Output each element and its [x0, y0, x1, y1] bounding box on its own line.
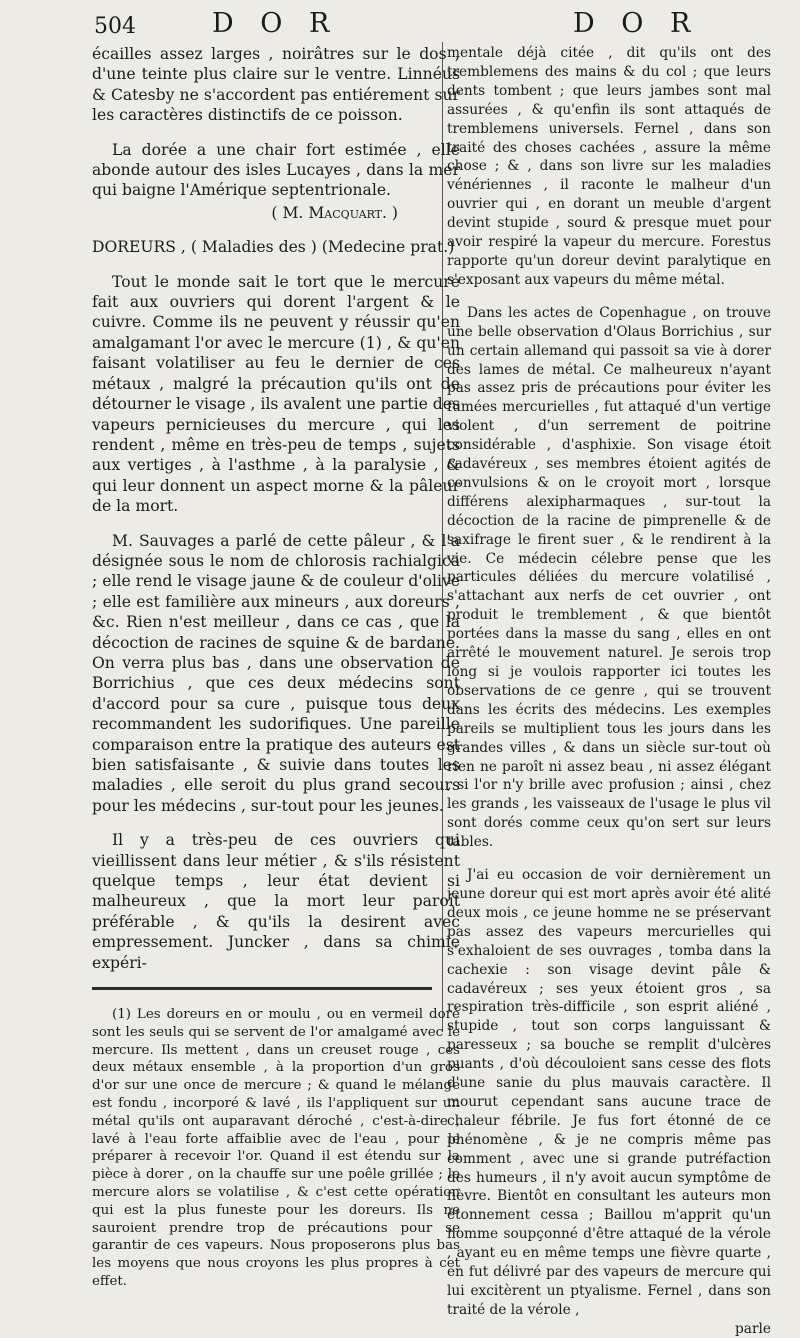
running-head-right: D O R	[573, 8, 700, 39]
left-column	[92, 44, 460, 1290]
catchword: parle	[735, 1320, 771, 1337]
right-column	[447, 44, 771, 1337]
footnote: (1) Les doreurs en or moulu , ou en vermeil doré sont les seuls qui se servent de l'or amalgamé avec le mercure. Ils mettent , dans un creuset rouge , ces deux métaux ensemble , à la proportion d'un gros d'or sur une once de mercure ; & quand le mélange est fondu , incorporé & lavé , ils l'appliquent sur un métal qu'ils ont auparavant déroché , c'est-à-dire , lavé à l'eau forte affaiblie avec de l'eau , pour le préparer à recevoir l'or. Quand il est étendu sur la pièce à dorer , on la chauffe sur une poêle grillée ; le mercure alors se volatilise , & c'est cette opération qui est la plus funeste pour les doreurs. Ils ne sauroient prendre trop de précautions pour se garantir de ces vapeurs. Nous proposerons plus bas les moyens que nous croyons les plus propres à cet effet.	[92, 1007, 460, 1290]
running-head-left: D O R	[212, 8, 339, 39]
footnote-rule	[92, 987, 432, 990]
paragraph: mentale déjà citée , dit qu'ils ont des tremblemens des mains & du col ; que leurs dents tombent ; que leurs jambes sont mal assurées , & qu'enfin ils sont attaqués de tremblemens universels. Fernel , dans son traité des choses cachées , assure la même chose ; & , dans son livre sur les maladies vénériennes , il raconte le malheur d'un ouvrier qui , en dorant un meuble d'argent devint stupide , sourd & presque muet pour avoir respiré la vapeur du mercure. Forestus rapporte qu'un doreur devint paralytique en s'exposant aux vapeurs du même métal.	[447, 45, 771, 288]
entry-heading: DOREURS , ( Maladies des ) (Medecine prat.)	[92, 238, 455, 257]
page-number: 504	[94, 14, 136, 39]
paragraph: M. Sauvages a parlé de cette pâleur , & l'a désignée sous le nom de chlorosis rachialgica ; elle rend le visage jaune & de couleur d'olive ; elle est familière aux mineurs , aux doreurs , &c. Rien n'est meilleur , dans ce cas , que la décoction de racines de squine & de bardane. On verra plus bas , dans une observation de Borrichius , que ces deux médecins sont d'accord pour sa cure , puisque tous deux recommandent les sudorifiques. Une pareille comparaison entre la pratique des auteurs est bien satisfaisante , & suivie dans toutes les maladies , elle seroit du plus grand secours pour les médecins , sur-tout pour les jeunes.	[92, 531, 460, 815]
author-signature: ( M. Macquart. )	[271, 203, 398, 222]
paragraph: Tout le monde sait le tort que le mercure fait aux ouvriers qui dorent l'argent & le cuivre. Comme ils ne peuvent y réussir qu'en amalgamant l'or avec le mercure (1) , & qu'en faisant volatiliser au feu le dernier de ces métaux , malgré la précaution qu'ils ont de détourner le visage , ils avalent une partie des vapeurs pernicieuses du mercure , qui les rendent , même en très-peu de temps , sujets aux vertiges , à l'asthme , à la paralysie , & qui leur donnent un aspect morne & la pâleur de la mort.	[92, 272, 460, 516]
paragraph: Il y a très-peu de ces ouvriers qui vieillissent dans leur métier , & s'ils résistent quelque temps , leur état devient si malheureux , que la mort leur paroît préférable , & qu'ils la desirent avec empressement. Juncker , dans sa chimie expéri-	[92, 831, 460, 972]
paragraph: J'ai eu occasion de voir dernièrement un jeune doreur qui est mort après avoir été alité deux mois , ce jeune homme ne se préservant pas assez des vapeurs mercurielles qui s'exhaloient de ses ouvrages , tomba dans la cachexie : son visage devint pâle & cadavéreux ; ses yeux étoient gros , sa respiration très-difficile , son esprit aliéné , stupide , tout son corps languissant & paresseux ; sa bouche se remplit d'ulcères puants , d'où découloient sans cesse des flots d'une sanie du plus mauvais caractère. Il mourut cependant sans aucune trace de chaleur fébrile. Je fus fort étonné de ce phénomène , & je ne compris même pas comment , avec une si grande putréfaction des humeurs , il n'y avoit aucun symptôme de fièvre. Bientôt en consultant les auteurs mon étonnement cessa ; Baillou m'apprit qu'un homme soupçonné d'être attaqué de la vérole , ayant eu en même temps une fièvre quarte , en fut délivré par des vapeurs de mercure qui lui excitèrent un ptyalisme. Fernel , dans son traité de la vérole ,	[447, 867, 771, 1318]
paragraph: La dorée a une chair fort estimée , elle abonde autour des isles Lucayes , dans la mer qui baigne l'Amérique septentrionale.	[92, 140, 460, 200]
paragraph: Dans les actes de Copenhague , on trouve une belle observation d'Olaus Borrichius , sur un certain allemand qui passoit sa vie à dorer des lames de métal. Ce malheureux n'ayant pas assez pris de précautions pour éviter les fumées mercurielles , fut attaqué d'un vertige violent , d'un serrement de poitrine considérable , d'asphixie. Son visage étoit cadavéreux , ses membres étoient agités de convulsions & on le croyoit mort , lorsque différens alexipharmaques , sur-tout la décoction de la racine de pimprenelle & de saxifrage le firent suer , & le rendirent à la vie. Ce médecin célebre pense que les particules déliées du mercure volatilisé , s'attachant aux nerfs de cet ouvrier , ont produit le tremblement , & que bientôt portées dans la masse du sang , elles en ont arrêté le mouvement naturel. Je serois trop long si je voulois rapporter ici toutes les observations de ce genre , qui se trouvent dans les écrits des médecins. Les exemples pareils se multiplient tous les jours dans les grandes villes , & dans un siècle sur-tout où rien ne paroît ni assez beau , ni assez élégant , si l'or n'y brille avec profusion ; ainsi , chez les grands , les vaisseaux de l'usage le plus vil sont dorés comme ceux qu'on sert sur leurs tables.	[447, 304, 771, 851]
paragraph: écailles assez larges , noirâtres sur le dos , d'une teinte plus claire sur le ventre. Linnéus & Catesby ne s'accordent pas entiérement sur les caractères distinctifs de ce poisson.	[92, 45, 460, 125]
